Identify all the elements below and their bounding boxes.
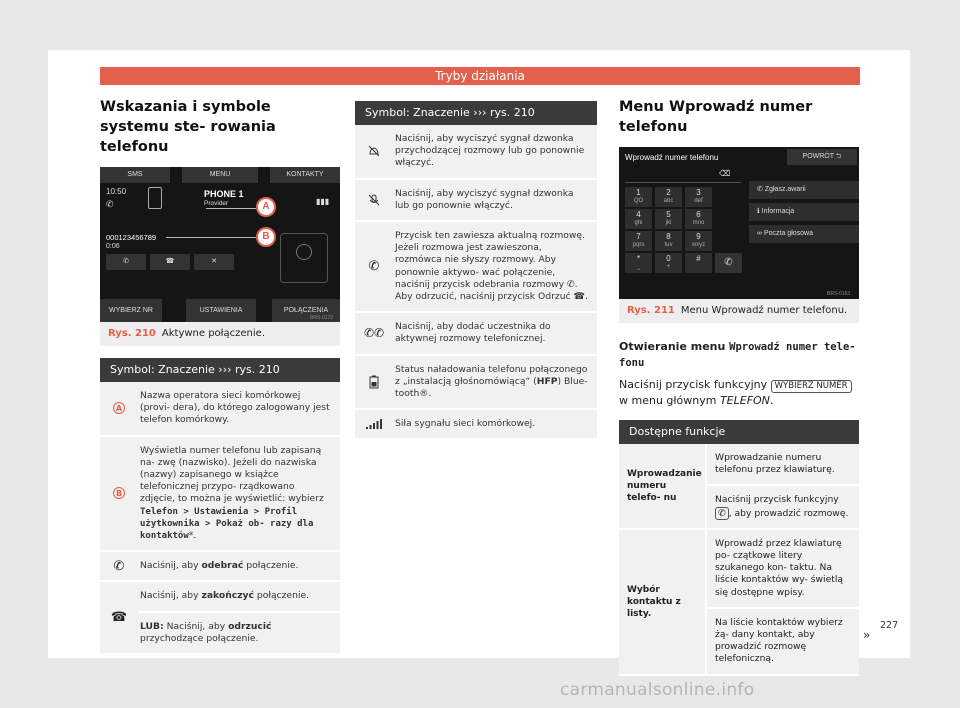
feature-item-text: , aby prowadzić rozmowę. — [728, 507, 849, 519]
key-letters: wxyz — [691, 242, 706, 248]
accept-inline-icon: ✆ — [566, 278, 575, 290]
info-icon: ℹ — [757, 208, 760, 215]
keypad-key — [655, 253, 682, 273]
table-row — [100, 552, 340, 582]
keypad-key — [625, 187, 652, 207]
table-row — [100, 437, 340, 553]
accept-call-btn: ✆ — [106, 254, 146, 270]
key-letters: + — [666, 264, 671, 270]
symbol-table-header: Symbol: Znaczenie ››› rys. 210 — [100, 358, 340, 382]
key-digit: 4 — [636, 210, 641, 219]
row-text: Nazwa operatora sieci komórkowej (provi- dera), do którego zalogowany jest telefon komórkowy. — [140, 390, 330, 426]
emergency-label: Zgłasz.awarii — [764, 186, 806, 193]
row-text — [138, 437, 340, 551]
key-digit: 9 — [696, 232, 701, 241]
row-text: Przycisk ten zawiesza aktualną rozmowę. Jeżeli rozmowa jest zawieszona, rozmówca nie słyszy rozmowy. Aby ponownie aktywo- wać połączenie, naciśnij przycisk odebrania rozmowy ✆. Aby odrzucić, naciśnij przycisk Odrzuć ☎. — [395, 230, 588, 303]
table-row — [355, 180, 597, 222]
caller-number: 000123456789 — [106, 233, 157, 242]
table-row — [355, 410, 597, 440]
symbol-table-header: Symbol: Znaczenie ››› rys. 210 — [355, 101, 597, 125]
key-digit: 7 — [636, 232, 641, 241]
back-label: POWRÓT — [802, 153, 834, 160]
keypad-key — [685, 187, 712, 207]
keypad-key — [685, 253, 712, 273]
dialpad-screenshot — [619, 147, 859, 299]
label-a-marker: A — [113, 402, 125, 414]
column-2 — [355, 101, 597, 440]
open-menu-heading — [619, 339, 859, 371]
row-text — [138, 582, 340, 612]
contacts-tab: KONTAKTY — [270, 167, 340, 183]
phone-small-icon: ✆ — [106, 199, 114, 209]
mute-btn: ✕ — [194, 254, 234, 270]
signal-small-icon: ▮▮▮ — [316, 197, 330, 206]
table-row — [355, 125, 597, 180]
para-italic: TELEFON — [719, 394, 770, 407]
contact-photo-placeholder — [280, 233, 328, 283]
row-text-part: przychodzące połączenie. — [140, 632, 259, 644]
callout-line-a — [206, 208, 256, 209]
table-row — [355, 222, 597, 313]
row-text-bold: odebrać — [201, 560, 244, 572]
callout-b: B — [256, 227, 276, 247]
open-menu-path: Wprowadź numer tele- fonu — [619, 341, 856, 369]
info-label: Informacja — [761, 208, 795, 215]
column-1 — [100, 97, 340, 655]
keypad-key — [625, 209, 652, 229]
row-text-part: ) Blue- tooth®. — [395, 375, 588, 400]
watermark: carmanualsonline.info — [560, 680, 755, 700]
calls-tab: POŁĄCZENIA — [272, 299, 340, 322]
keypad-key — [625, 231, 652, 251]
features-table-header: Dostępne funkcje — [619, 420, 859, 444]
column-3 — [619, 97, 859, 676]
keypad-key — [655, 231, 682, 251]
para-text: Naciśnij przycisk funkcyjny — [619, 378, 771, 391]
key-digit: 1 — [636, 188, 641, 197]
phone-name: PHONE 1 — [204, 189, 244, 199]
keypad-key — [655, 209, 682, 229]
para-text: w menu głównym — [619, 394, 720, 407]
row-text-part: Naciśnij, aby — [140, 560, 202, 572]
dial-tab: WYBIERZ NR — [100, 299, 162, 322]
key-letters: ⎵ — [637, 264, 640, 270]
table-row — [355, 313, 597, 355]
hold-icon: ✆ — [368, 259, 380, 275]
avatar-icon — [296, 244, 312, 260]
battery-icon — [369, 375, 379, 389]
figure-caption — [100, 322, 340, 346]
row-text-part: Wyświetla numer telefonu lub zapisaną na- zwę (nazwisko). Jeżeli do nazwiska (nazwy) zapisanego w książce telefonicznej przypo- rządkowano zdjęcie, to można je wyświetlić: wybierz — [140, 444, 324, 505]
key-digit: # — [696, 254, 701, 263]
sms-tab: SMS — [100, 167, 170, 183]
voicemail-label: Poczta głosowa — [763, 230, 813, 237]
page-number: 227 — [880, 620, 899, 631]
feature-item: Na liście kontaktów wybierz żą- dany kontakt, aby prowadzić rozmowę telefoniczną. — [715, 616, 843, 665]
emergency-button — [749, 181, 859, 199]
row-text-part: Status naładowania telefonu połączonego z „instalacją głośnomówiącą“ ( — [395, 363, 588, 387]
table-row — [355, 356, 597, 411]
para-text: . — [769, 394, 774, 407]
open-menu-text: Otwieranie menu — [619, 340, 730, 353]
figure-number: Rys. 210 — [108, 328, 156, 339]
emergency-icon: ✆ — [757, 186, 763, 193]
row-text-bold: odrzucić — [228, 620, 272, 632]
settings-tab: USTAWIENIA — [186, 299, 256, 322]
row-text-part: połączenie. — [253, 590, 310, 602]
key-digit: 3 — [696, 188, 701, 197]
table-row — [619, 530, 859, 676]
mobile-phone-icon — [148, 187, 162, 209]
figure-number: Rys. 211 — [627, 305, 675, 316]
label-b-marker: B — [113, 487, 125, 499]
row-text: Naciśnij, aby wyciszyć sygnał dzwonka przychodzącej rozmowy lub go ponownie włączyć. — [395, 133, 585, 169]
figure-caption — [619, 299, 859, 323]
section-heading: Menu Wprowadź numer telefonu — [619, 99, 813, 135]
figure-text: Aktywne połączenie. — [161, 328, 265, 339]
voicemail-button — [749, 225, 859, 243]
row-text-part: Naciśnij, aby — [140, 590, 202, 602]
row-text-part: Naciśnij, aby — [163, 620, 229, 632]
call-duration: 0:06 — [106, 243, 120, 250]
continue-mark: » — [863, 628, 871, 642]
keypad-key — [625, 253, 652, 273]
key-digit: 8 — [666, 232, 671, 241]
row-text-bold: zakończyć — [201, 590, 254, 602]
end-call-btn: ☎ — [150, 254, 190, 270]
callout-a: A — [256, 197, 276, 217]
backspace-icon: ⌫ — [719, 169, 731, 178]
screen-time: 10:50 — [106, 187, 127, 196]
mic-off-icon — [367, 193, 381, 207]
row-text-bold: LUB: — [140, 620, 164, 632]
key-digit: 5 — [666, 210, 671, 219]
provider-name: Provider — [204, 200, 229, 207]
row-text: Naciśnij, aby wyciszyć sygnał dzwonka lub go ponownie włączyć. — [395, 187, 574, 211]
keypad-key — [685, 209, 712, 229]
key-digit: 0 — [666, 254, 671, 263]
bell-off-icon — [367, 144, 381, 158]
figure-code: BRS-0163 — [827, 291, 851, 297]
figure-text: Menu Wprowadź numer telefonu. — [680, 305, 848, 316]
voicemail-icon: ∞ — [757, 230, 762, 237]
section-heading: Wskazania i symbole systemu ste- rowania telefonu — [100, 99, 276, 155]
dial-number-key: WYBIERZ NUMER — [771, 380, 852, 393]
feature-label: Wybór kontaktu z listy. — [619, 530, 707, 674]
phone-screenshot — [100, 167, 340, 322]
feature-item — [707, 486, 859, 527]
key-letters: abc — [663, 198, 674, 204]
call-key-icon: ✆ — [715, 507, 729, 520]
key-letters: tuv — [664, 242, 673, 248]
callout-line-b — [166, 237, 256, 238]
back-button: POWRÓT ⮌ — [787, 149, 857, 165]
conference-icon: ✆✆ — [363, 326, 385, 341]
feature-item: Wprowadzanie numeru telefonu przez klawiaturę. — [707, 444, 859, 486]
feature-item: Wprowadź przez klawiaturę po- czątkowe litery szukanego kon- taktu. Na liście kontaktów wy- świetlą się dostępne wpisy. — [707, 530, 859, 609]
call-key: ✆ — [715, 253, 742, 273]
feature-label: Wprowadzanie numeru telefo- nu — [619, 444, 707, 528]
row-text — [393, 356, 597, 409]
table-row — [619, 444, 859, 530]
key-letters: QO — [633, 198, 644, 204]
row-text-part: . Aby odrzucić, naciśnij przycisk Odrzuć — [395, 278, 578, 303]
signal-icon — [366, 419, 382, 429]
feature-item-text: Naciśnij przycisk funkcyjny — [715, 494, 839, 506]
table-row — [100, 582, 340, 655]
row-text: Naciśnij, aby dodać uczestnika do aktywnej rozmowy telefonicznej. — [395, 321, 551, 345]
keypad-key — [685, 231, 712, 251]
menu-tab: MENU — [182, 167, 258, 183]
keypad-key — [655, 187, 682, 207]
menu-path: Telefon > Ustawienia > Profil użytkownika > Pokaż ob- razy dla kontaktów — [140, 506, 314, 542]
row-text-part: połączenie. — [243, 560, 299, 572]
row-text-part: Przycisk ten zawiesza aktualną rozmowę. Jeżeli rozmowa jest zawieszona, rozmówca nie słyszy rozmowy. Aby ponownie aktywo- wać połączenie, naciśnij przycisk odebrania rozmowy — [395, 230, 585, 290]
key-letters: mno — [692, 220, 705, 226]
row-text-bold: HFP — [536, 375, 558, 387]
section-header: Tryby działania — [100, 67, 860, 85]
instruction-paragraph — [619, 377, 859, 408]
figure-code: BRS-0172 — [310, 315, 334, 321]
key-letters: pqrs — [632, 242, 645, 248]
row-text — [138, 613, 340, 653]
key-letters: def — [694, 198, 703, 204]
table-row — [100, 382, 340, 437]
key-digit: * — [636, 254, 641, 263]
info-button — [749, 203, 859, 221]
reject-inline-icon: ☎ — [573, 291, 585, 303]
end-call-icon: ☎ — [110, 610, 128, 626]
key-letters: ghi — [634, 220, 643, 226]
key-digit: 2 — [666, 188, 671, 197]
key-digit: 6 — [696, 210, 701, 219]
key-letters: jkl — [665, 220, 672, 226]
accept-call-icon: ✆ — [113, 558, 125, 574]
row-text-part: *. — [188, 530, 197, 542]
row-text: Siła sygnału sieci komórkowej. — [395, 418, 536, 430]
row-text — [138, 552, 340, 580]
dialpad-title: Wprowadź numer telefonu — [625, 153, 719, 162]
